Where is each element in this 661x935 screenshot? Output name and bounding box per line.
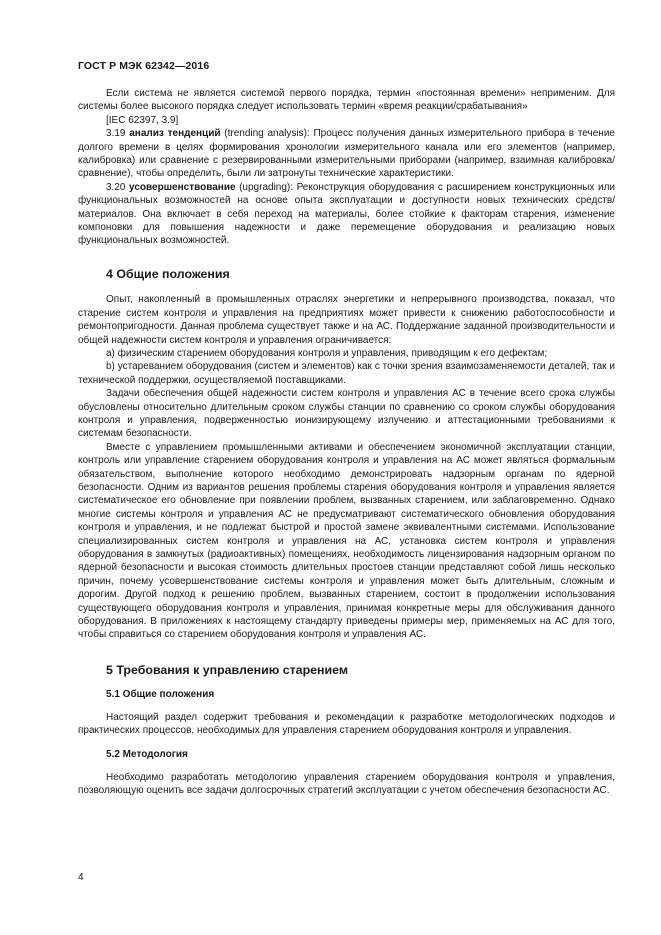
term-definition: (upgrading): Реконструкция оборудования с расширением конструкционных или функциональных возможностей на основе опыта эксплуатации и доступности новых технических средств/материалов. Она включает в себя переход на материалы, более стойкие к факторам старения, изменение компоновки для повышения надежности и даже перемещение оборудования и реализацию новых функциональных возможностей. <box>78 181 615 247</box>
term-number: 3.20 <box>106 181 130 193</box>
term-definition: (trending analysis): Процесс получения данных измерительного прибора в течение долгого времени в целях формирования хронологии измерительного канала или его элементов (например, калибровка) или сравнение с резервированными измерительными приборами (например, взаимная калибровка/сравнение), чтобы определить, были ли затронуты технические характеристики. <box>78 128 615 180</box>
paragraph: Опыт, накопленный в промышленных отраслях энергетики и непрерывного производства, показал, что старение систем контроля и управления на предприятиях может привести к снижению работоспособности и ремонтопригодности. Данная проблема существует также и на АС. Поддержание заданной производительности и общей надежности систем контроля и управления ограничивается: <box>78 294 615 346</box>
paragraph: Необходимо разработать методологию управления старением оборудования контроля и управления, позволяющую оценить все задачи долгосрочных стратегий эксплуатации с учетом обеспечения безопасности АС. <box>78 771 615 797</box>
subsection-heading: 5.2 Методология <box>106 749 188 761</box>
paragraph-intro: Если система не является системой первого порядка, термин «постоянная времени» неприменим. Для системы более высокого порядка следует использовать термин «время реакции/срабатывания» <box>78 88 615 113</box>
document-body <box>78 87 615 798</box>
paragraph: Вместе с управлением промышленными активами и обеспечением экономичной эксплуатации станции, контроль или управление старением оборудования контроля и управления на АС может являться формальным обязательством, выполнение которого необходимо демонстрировать надзорным органам по ядерной безопасности. Одним из вариантов решения проблемы старения оборудования контроля и управления является систематическое его обновление при появлении проблем, вызванных старением, или заблаговременно. Однако многие системы контроля и управления АС не предусматривают систематического обновления оборудования контроля и управления, и не подлежат быстрой и простой замене эквивалентными системами. Использование специализированных систем контроля и управления на АС, установка систем контроля и управления оборудования в замкнутых (радиоактивных) помещениях, необходимость лицензирования надзорным органом по ядерной безопасности и высокая стоимость длительных простоев станции представляют собой лишь несколько причин, почему усовершенствование системы контроля и управления может быть длительным, сложным и дорогим. Другой подход к решению проблем, вызванных старением, состоит в продолжении использования существующего оборудования контроля и управления, принимая конкретные меры для обслуживания данного оборудования. В приложениях к настоящему стандарту приведены примеры мер, применяемых на АС для того, чтобы справиться со старением оборудования контроля и управления АС. <box>78 441 615 641</box>
document-header: ГОСТ Р МЭК 62342—2016 <box>78 60 210 72</box>
term-name: анализ тенденций <box>129 128 221 140</box>
subsection-heading: 5.1 Общие положения <box>106 689 215 701</box>
paragraph: Задачи обеспечения общей надежности систем контроля и управления АС в течение всего срока службы обусловлены относительно длительным сроком службы станции по сравнению со сроком службы оборудования контроля и управления, подверженностью ионизирующему излучению и аттестационными требованиями к системам безопасности. <box>78 388 615 440</box>
list-item: b) устареванием оборудования (систем и элементов) как с точки зрения взаимозаменяемости деталей, так и технической поддержки, осуществляемой поставщиками. <box>78 361 615 386</box>
term-3-19 <box>78 127 615 181</box>
term-3-20 <box>78 181 615 248</box>
section-heading: 5 Требования к управлению старением <box>106 662 349 677</box>
page-number: 4 <box>78 872 84 883</box>
section-heading: 4 Общие положения <box>106 266 230 281</box>
list-item: a) физическим старением оборудования контроля и управления, приводящим к его дефектам; <box>106 347 548 359</box>
reference: [IEC 62397, 3.9] <box>106 114 179 126</box>
term-name: усовершенствование <box>129 181 236 193</box>
paragraph: Настоящий раздел содержит требования и рекомендации к разработке методологических подходов и практических процессов, необходимых для управления старением оборудования контроля и управления. <box>78 711 615 737</box>
term-number: 3.19 <box>106 128 130 140</box>
